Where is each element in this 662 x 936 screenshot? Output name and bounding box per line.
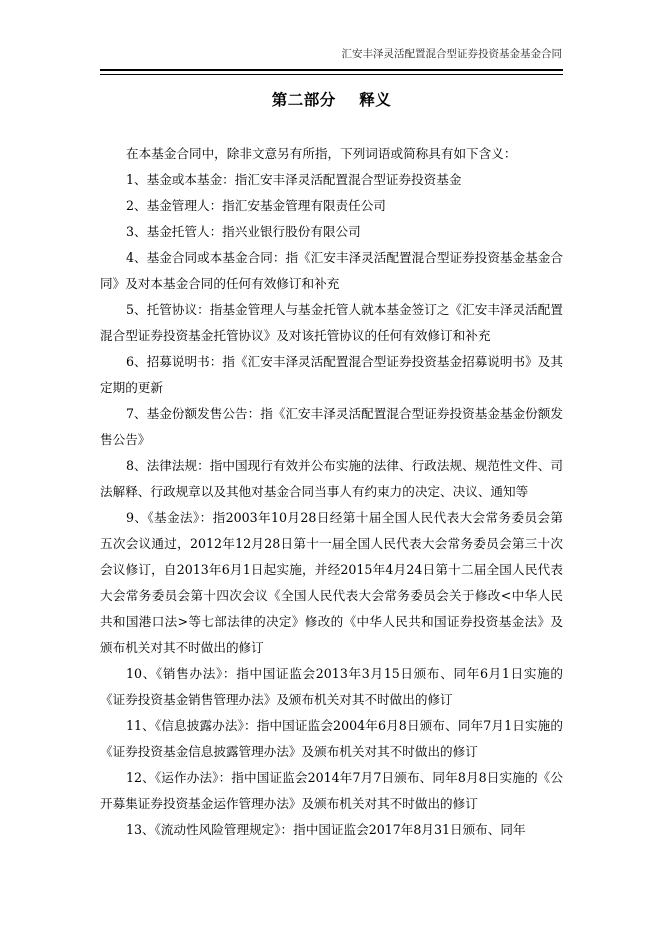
definition-item: 9、《基金法》：指2003年10月28日经第十届全国人民代表大会常务委员会第五次会议通过，2012年12月28日第十一届全国人民代表大会常务委员会第三十次会议修订，自2013年6月1日起实施，并经2015年4月24日第十二届全国人民代表大会常务委员会第十四次会议《全国人民代表大会常务委员会关于修改<中华人民共和国港口法>等七部法律的决定》修改的《中华人民共和国证券投资基金法》及颁布机关对其不时做出的修订: [100, 510, 563, 655]
definition-item: 2、基金管理人：指汇安基金管理有限责任公司: [126, 198, 386, 213]
definition-item: 3、基金托管人：指兴业银行股份有限公司: [126, 224, 361, 239]
definition-item: 6、招募说明书：指《汇安丰泽灵活配置混合型证券投资基金招募说明书》及其定期的更新: [100, 354, 563, 395]
header-rule-thick: [100, 69, 563, 71]
header-rule-thin: [100, 74, 563, 75]
definition-item: 5、托管协议：指基金管理人与基金托管人就本基金签订之《汇安丰泽灵活配置混合型证券投资基金托管协议》及对该托管协议的任何有效修订和补充: [100, 302, 563, 343]
definition-item: 7、基金份额发售公告：指《汇安丰泽灵活配置混合型证券投资基金基金份额发售公告》: [100, 406, 563, 447]
running-header: 汇安丰泽灵活配置混合型证券投资基金基金合同: [341, 48, 562, 60]
paragraph-intro: 在本基金合同中，除非文意另有所指，下列词语或简称具有如下含义：: [126, 146, 517, 161]
section-title: 第二部分 释义: [271, 90, 392, 109]
definition-item: 4、基金合同或本基金合同：指《汇安丰泽灵活配置混合型证券投资基金基金合同》及对本基金合同的任何有效修订和补充: [100, 250, 563, 291]
definition-item: 11、《信息披露办法》：指中国证监会2004年6月8日颁布、同年7月1日实施的《证券投资基金信息披露管理办法》及颁布机关对其不时做出的修订: [100, 718, 563, 759]
definition-item: 13、《流动性风险管理规定》：指中国证监会2017年8月31日颁布、同年: [126, 822, 526, 837]
definition-item: 1、基金或本基金：指汇安丰泽灵活配置混合型证券投资基金: [126, 172, 462, 187]
definition-item: 10、《销售办法》：指中国证监会2013年3月15日颁布、同年6月1日实施的《证券投资基金销售管理办法》及颁布机关对其不时做出的修订: [100, 666, 563, 707]
definition-item: 12、《运作办法》：指中国证监会2014年7月7日颁布、同年8月8日实施的《公开募集证券投资基金运作管理办法》及颁布机关对其不时做出的修订: [100, 770, 563, 811]
section-body: [100, 141, 563, 843]
definition-item: 8、法律法规：指中国现行有效并公布实施的法律、行政法规、规范性文件、司法解释、行政规章以及其他对基金合同当事人有约束力的决定、决议、通知等: [100, 458, 563, 499]
